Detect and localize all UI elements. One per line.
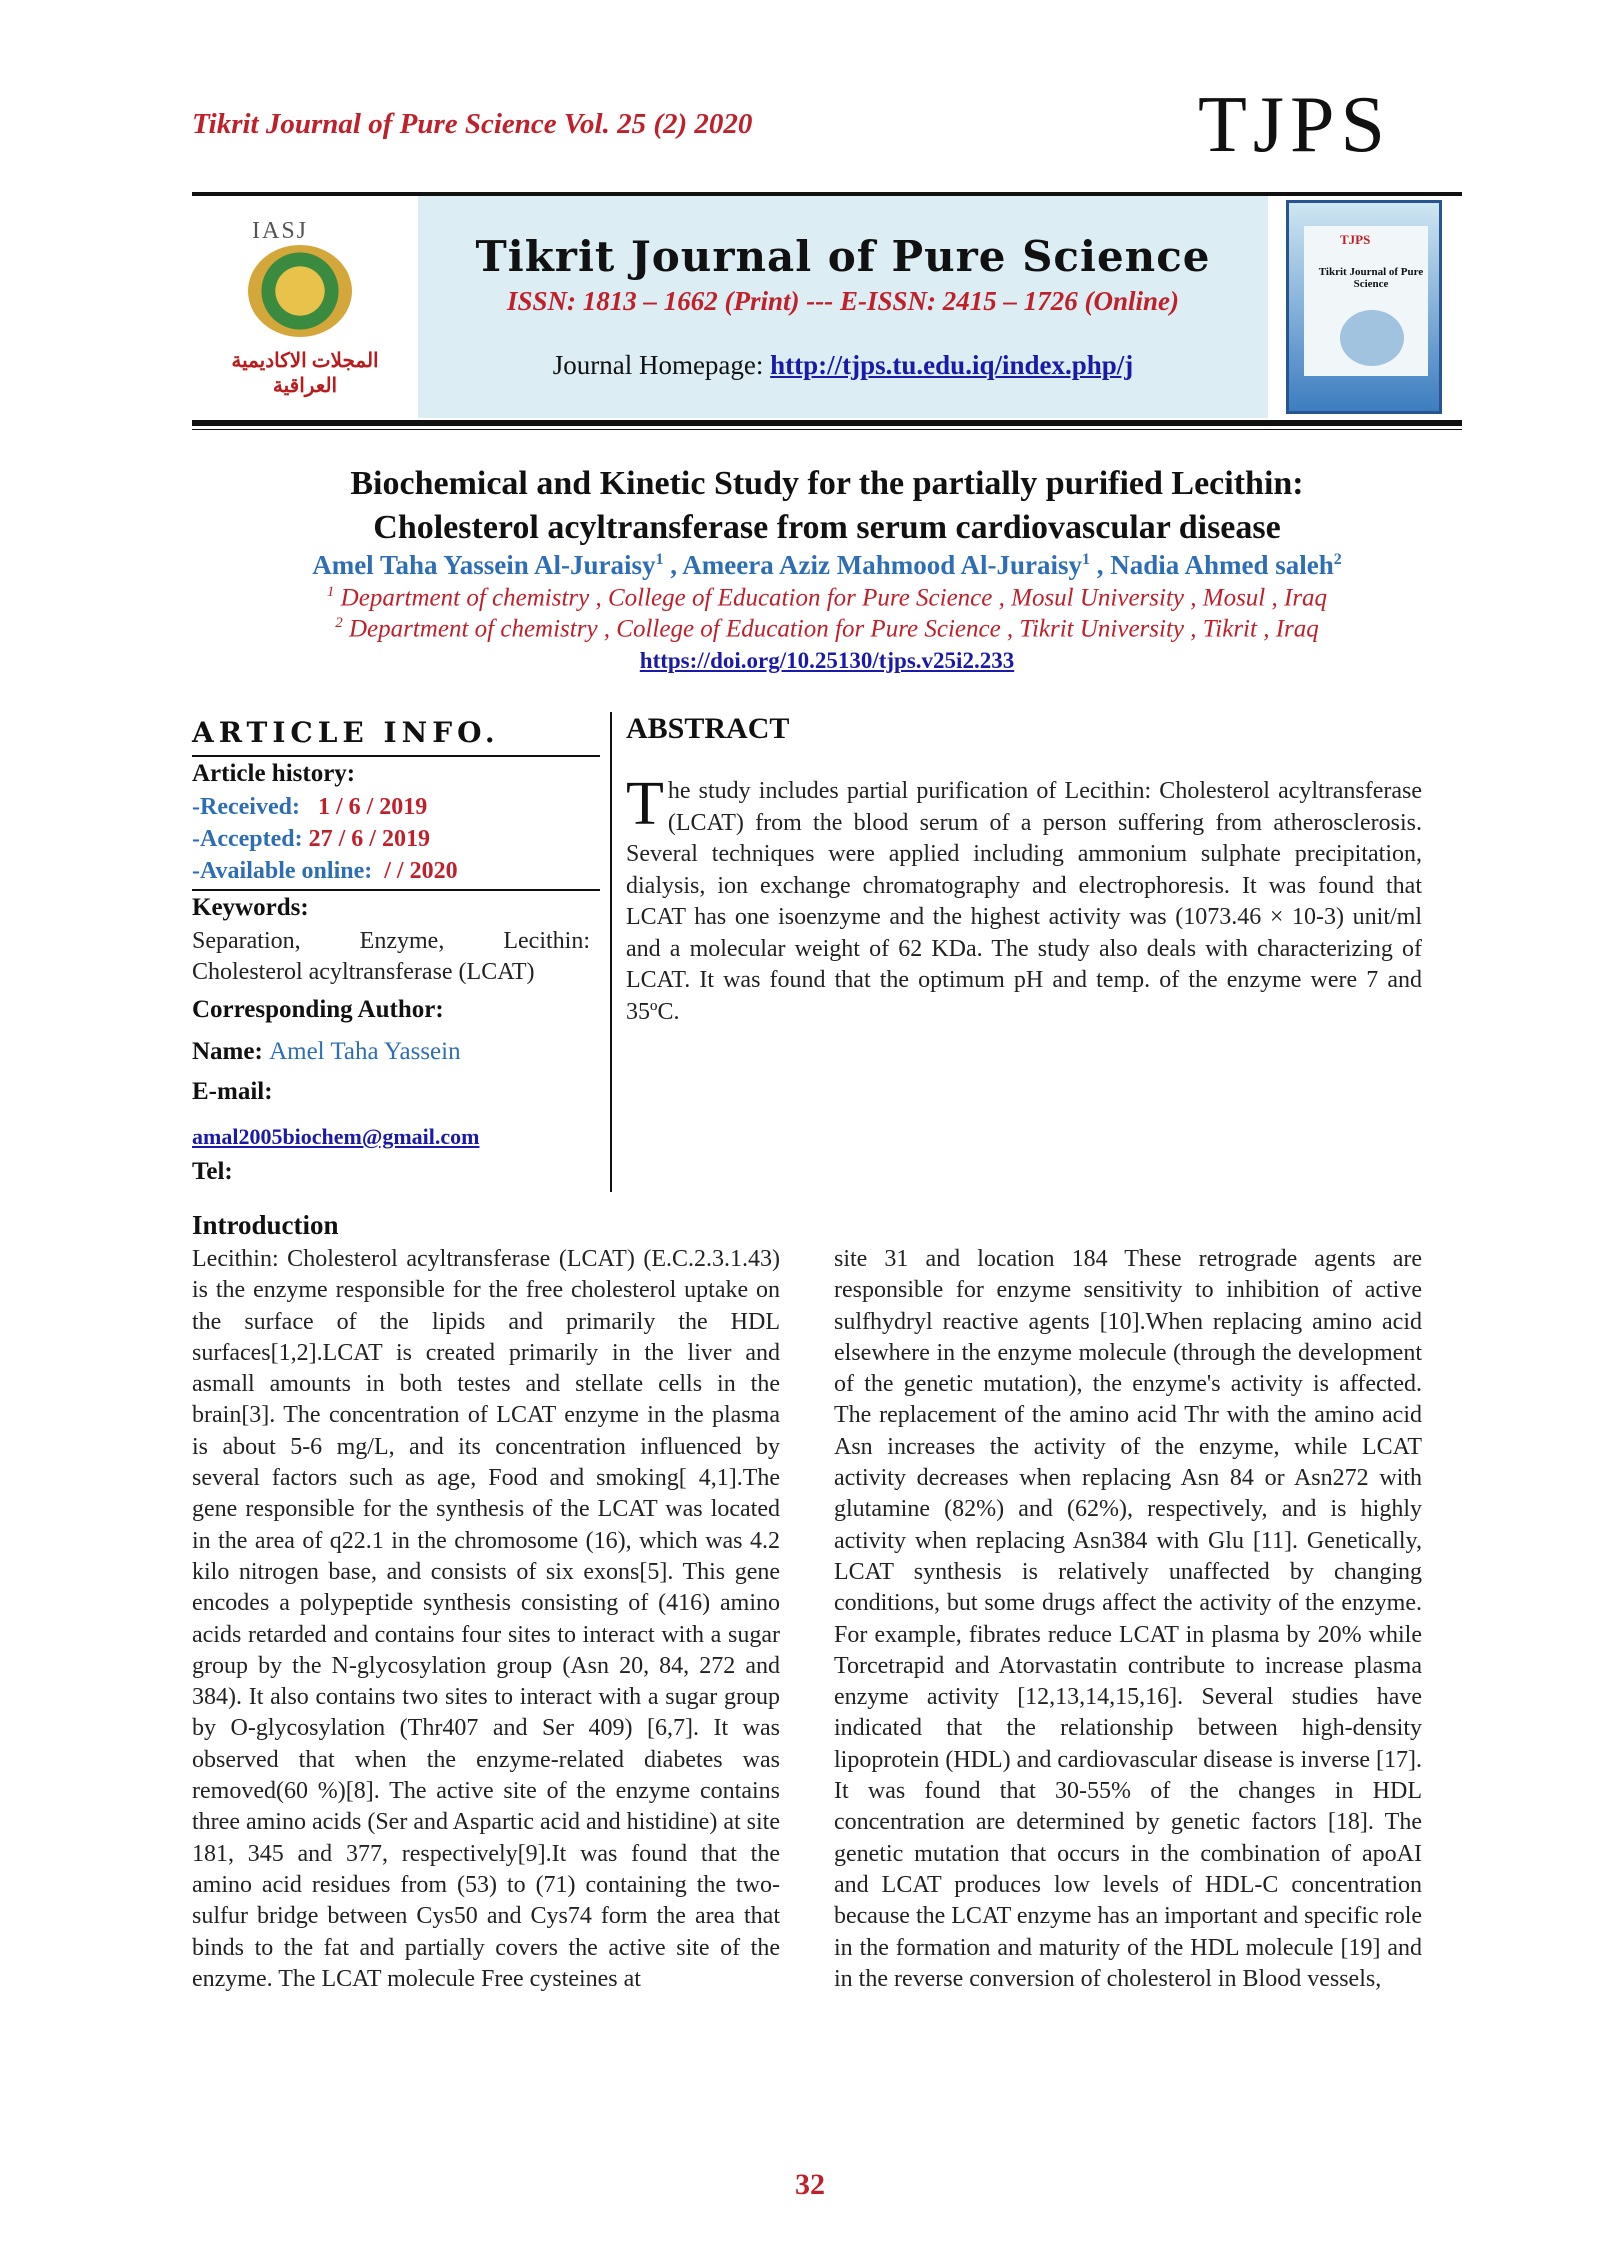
author-3-affiliation-mark: 2: [1333, 551, 1342, 568]
affiliation-2-text: Department of chemistry , College of Education for Pure Science , Tikrit University , Tikrit , Iraq: [348, 615, 1319, 643]
article-info-rule-1: [192, 755, 600, 757]
article-info-heading: ARTICLE INFO.: [192, 716, 500, 749]
email-label: E-mail:: [192, 1078, 273, 1105]
homepage-label: Journal Homepage:: [552, 350, 771, 380]
abstract-heading: ABSTRACT: [626, 712, 790, 745]
affiliation-2-mark: 2: [335, 615, 343, 631]
iasj-label: IASJ: [252, 218, 309, 244]
online-value: / / 2020: [384, 858, 458, 884]
tel-label: Tel:: [192, 1158, 233, 1185]
title-line-1: Biochemical and Kinetic Study for the partially purified Lecithin:: [350, 465, 1304, 502]
accepted-label: -Accepted:: [192, 826, 303, 852]
article-title: [192, 462, 1462, 550]
title-line-2: Cholesterol acyltransferase from serum cardiovascular disease: [373, 509, 1281, 546]
author-1: Amel Taha Yassein Al-Juraisy: [312, 550, 656, 580]
banner-issn: ISSN: 1813 – 1662 (Print) --- E-ISSN: 2415 – 1726 (Online): [506, 286, 1180, 316]
keywords-label: Keywords:: [192, 894, 309, 921]
keywords-text: Separation, Enzyme, Lecithin: Cholesterol acyltransferase (LCAT): [192, 928, 590, 985]
homepage-link[interactable]: http://tjps.tu.edu.iq/index.php/j: [770, 350, 1134, 380]
online-label: -Available online:: [192, 858, 373, 884]
email-link[interactable]: amal2005biochem@gmail.com: [192, 1124, 480, 1149]
cover-tjps-label: TJPS: [1340, 232, 1371, 247]
author-3: Nadia Ahmed saleh: [1110, 550, 1334, 580]
abstract-body: [626, 770, 1422, 1028]
author-name-row: [192, 1038, 461, 1066]
doi: [192, 648, 1462, 674]
received-value: 1 / 6 / 2019: [317, 794, 428, 820]
corresponding-author-label: Corresponding Author:: [192, 996, 444, 1023]
author-1-affiliation-mark: 1: [655, 551, 664, 568]
banner-journal-title: Tikrit Journal of Pure Science: [475, 232, 1211, 281]
tjps-logo: TJPS: [1198, 81, 1391, 169]
author-2-affiliation-mark: 1: [1081, 551, 1090, 568]
iasj-arabic-label: المجلات الاكاديمية العراقية: [231, 350, 379, 397]
header-rule-bottom: [192, 420, 1462, 426]
iasj-seal-icon: [248, 245, 352, 337]
accepted-date: [192, 826, 430, 853]
received-label: -Received:: [192, 794, 300, 820]
email: [192, 1124, 479, 1150]
cover-emblem-icon: [1340, 310, 1404, 366]
page-number: 32: [795, 2168, 825, 2201]
introduction-column-left: Lecithin: Cholesterol acyltransferase (LCAT) (E.C.2.3.1.43) is the enzyme responsible for the free cholesterol uptake on the surface of the lipids and primarily the HDL surfaces[1,2].LCAT is created primarily in the liver and asmall amounts in both testes and stellate cells in the brain[3]. The concentration of LCAT enzyme in the plasma is about 5-6 mg/L, and its concentration influenced by several factors such as age, Food and smoking[ 4,1].The gene responsible for the synthesis of the LCAT was located in the area of q22.1 in the chromosome (16), which was 4.2 kilo nitrogen base, and consists of six exons[5]. This gene encodes a polypeptide synthesis consisting of (416) amino acids retarded and contains four sites to interact with a sugar group by the N-glycosylation group (Asn 20, 84, 272 and 384). It also contains two sites to interact with a sugar group by O-glycosylation (Thr407 and Ser 409) [6,7]. It was observed that when the enzyme-related diabetes was removed(60 %)[8]. The active site of the enzyme contains three amino acids (Ser and Aspartic acid and histidine) at site 181, 345 and 377, respectively[9].It was found that the amino acid residues from (53) to (71) containing the two-sulfur bridge between Cys50 and Cys74 form the area that binds to the fat and partially covers the active site of the enzyme. The LCAT molecule Free cysteines at: [192, 1246, 780, 1992]
affiliation-2: [192, 615, 1462, 643]
affiliation-1-text: Department of chemistry , College of Education for Pure Science , Mosul University , Mosul , Iraq: [340, 584, 1328, 612]
abstract-dropcap: T: [626, 770, 664, 838]
accepted-value: 27 / 6 / 2019: [308, 826, 430, 852]
cover-journal-name: Tikrit Journal of Pure Science: [1318, 266, 1424, 290]
affiliation-1: [192, 584, 1462, 612]
name-value: Amel Taha Yassein: [269, 1038, 461, 1065]
header-rule-bottom-thin: [192, 429, 1462, 430]
doi-link[interactable]: https://doi.org/10.25130/tjps.v25i2.233: [639, 648, 1015, 673]
banner-homepage: [418, 350, 1268, 381]
author-list: Amel Taha Yassein Al-Juraisy$^1$ , Ameera Aziz Mahmood Al-Juraisy$^1$ , Nadia Ahmed saleh$^2$: [312, 550, 1342, 580]
abstract-text: he study includes partial purification of Lecithin: Cholesterol acyltransferase (LCAT) from the blood serum of a person suffering from atherosclerosis. Several techniques were applied including ammonium sulphate precipitation, dialysis, ion exchange chromatography and electrophoresis. It was found that LCAT has one isoenzyme and the highest activity was (1073.46 × 10-3) unit/ml and a molecular weight of 62 KDa. The study also deals with characterizing of LCAT. It was found that the optimum pH and temp. of the enzyme were 7 and 35ºC.: [626, 778, 1422, 1025]
affiliation-1-mark: 1: [326, 584, 335, 600]
journal-running-title: Tikrit Journal of Pure Science Vol. 25 (2) 2020: [192, 108, 753, 140]
introduction-column-right: site 31 and location 184 These retrograde agents are responsible for enzyme sensitivity to inhibition of active sulfhydryl reactive agents [10].When replacing amino acid elsewhere in the enzyme molecule (through the development of the genetic mutation), the enzyme's activity is affected. The replacement of the amino acid Thr with the amino acid Asn increases the activity of the enzyme, while LCAT activity decreases when replacing Asn 84 or Asn272 with glutamine (82%) and (62%), respectively, and is highly activity when replacing Asn384 with Glu [11]. Genetically, LCAT synthesis is relatively unaffected by changing conditions, but some drugs affect the activity of the enzyme. For example, fibrates reduce LCAT in plasma by 20% while Torcetrapid and Atorvastatin contribute to increase plasma enzyme activity [12,13,14,15,16]. Several studies have indicated that the relationship between high-density lipoprotein (HDL) and cardiovascular disease is inverse [17]. It was found that 30-55% of the changes in HDL concentration are determined by genetic factors [18]. The genetic mutation that occurs in the combination of apoAI and LCAT produces low levels of HDL-C concentration because the LCAT enzyme has an important and specific role in the formation and maturity of the HDL molecule [19] and in the reverse conversion of cholesterol in Blood vessels,: [834, 1246, 1423, 1992]
article-history-label: Article history:: [192, 760, 356, 787]
introduction-heading: Introduction: [192, 1210, 339, 1240]
received-date: [192, 794, 427, 821]
name-label: Name:: [192, 1038, 263, 1065]
author-2: Ameera Aziz Mahmood Al-Juraisy: [682, 550, 1082, 580]
online-date: [192, 858, 458, 885]
article-info-rule-2: [192, 889, 600, 891]
column-divider: [610, 712, 612, 1192]
